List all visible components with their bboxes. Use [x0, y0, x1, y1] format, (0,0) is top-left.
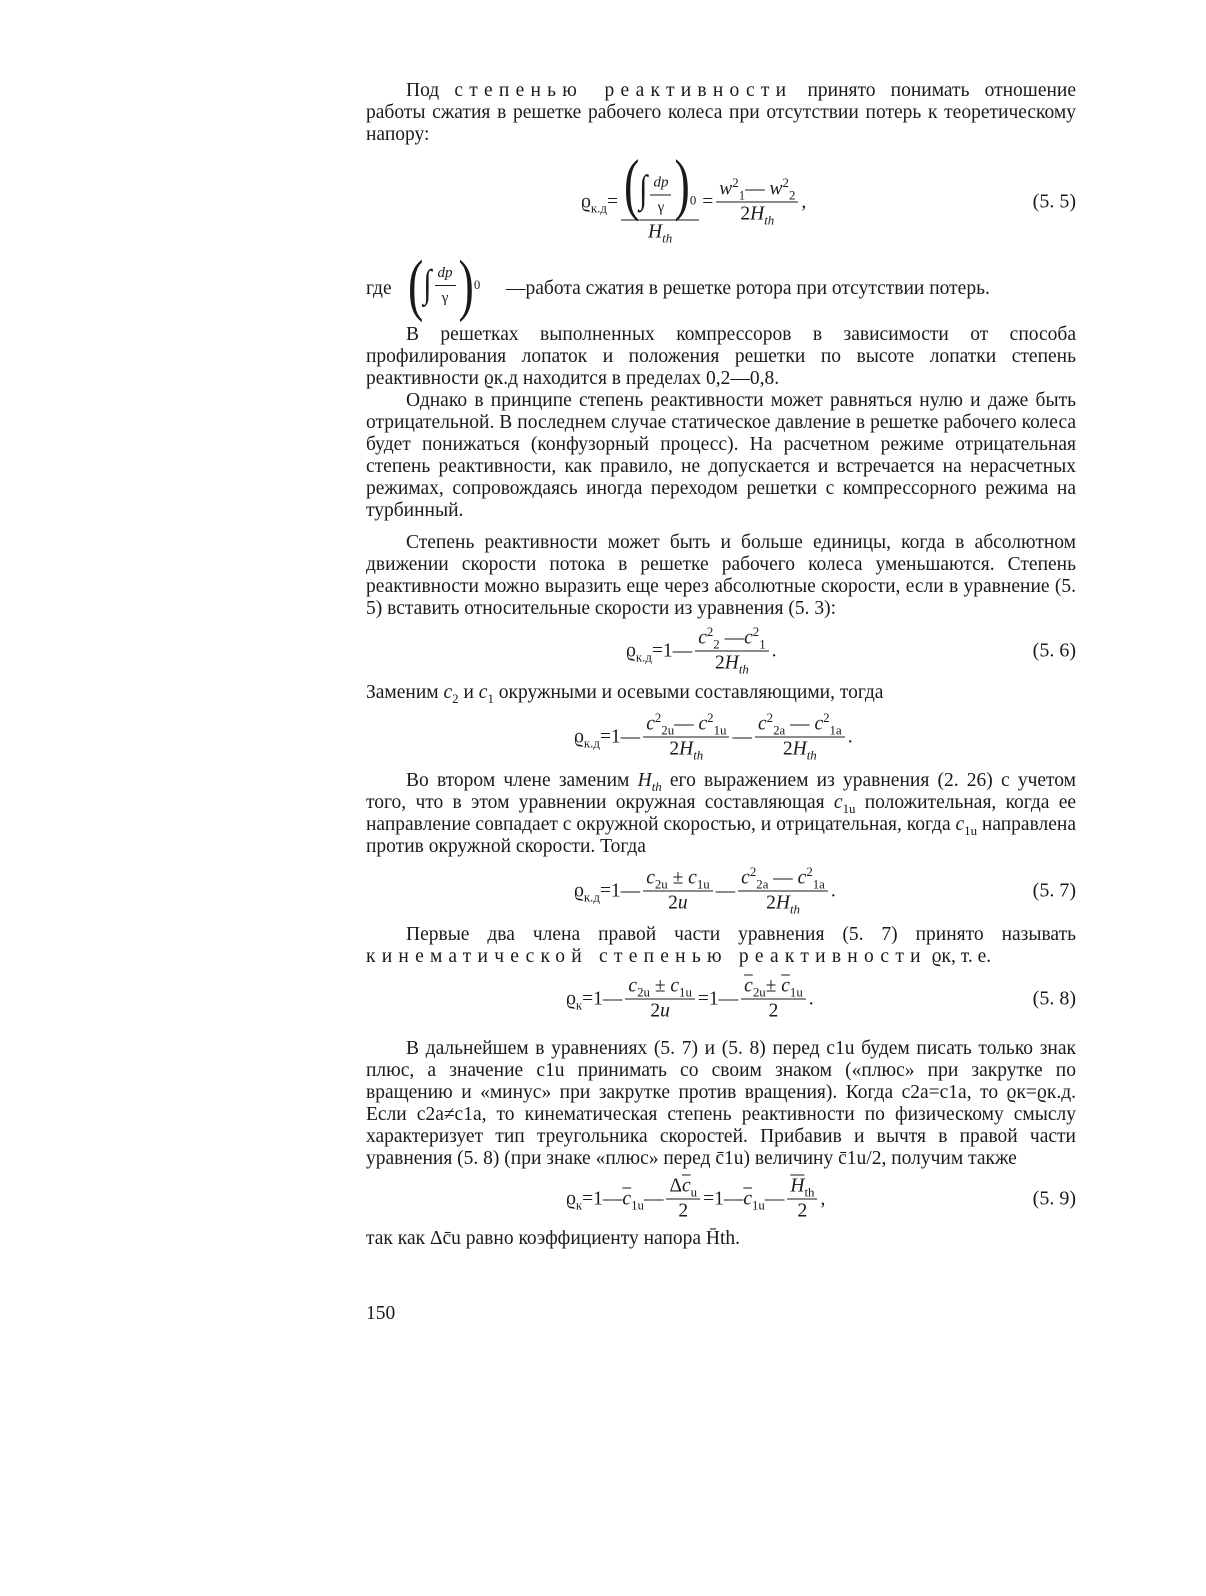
- equation-number: (5. 6): [1032, 639, 1076, 662]
- equation-5-6: $ϱ_{к.д}=1—$ $\frac{c^2_2 —c^2_1}{2H_{th}}$ . (5. 6): [626, 625, 1076, 677]
- paragraph-3: Однако в принципе степень реактивности может равняться нулю и даже быть отрицательной. В последнем случае статическое давление в решетке рабочего колеса будет понижаться (конфузорный процесс). На расчетном режиме отрицательная степень реактивности, как правило, не допускается и встречается на нерасчетных режимах, сопровождаясь иногда переходом решетки с компрессорного режима на турбинный.: [366, 390, 1076, 521]
- equation-number: (5. 7): [1032, 879, 1076, 902]
- equation-5-5: $ϱ_{к.д}=$ (∫ $\frac{dp}{\gamma}$ )$_0$ $H_{th}$ = $\frac{w^2_1— w^2_2}{2H_{th}}$ , (5. 5): [581, 145, 1076, 246]
- equation-5-8: $ϱ_к=1—$ $\frac{c_{2u} \pm c_{1u}}{2u}$ =1— $\frac{\overline{c}_{2u}\pm \overline{c}_{1u}}{2}$ . (5. 8): [566, 975, 1076, 1022]
- text-column: [366, 80, 1076, 1250]
- equation-number: (5. 9): [1032, 1187, 1076, 1210]
- paragraph-7: Первые два члена правой части уравнения (5. 7) принято называть кинематической степенью реактивности ϱк, т. е.: [366, 924, 1076, 967]
- spaced-term: кинематической степенью реактивности: [366, 946, 927, 967]
- paragraph-2: В решетках выполненных компрессоров в зависимости от способа профилирования лопаток и положения решетки по высоте лопатки степень реактивности ϱк.д находится в пределах 0,2—0,8.: [366, 324, 1076, 389]
- paragraph-4: Степень реактивности может быть и больше единицы, когда в абсолютном движении скорости потока в решетке рабочего колеса уменьшаются. Степень реактивности можно выразить еще через абсолютные скорости, если в уравнение (5. 5) вставить относительные скорости из уравнения (5. 3):: [366, 532, 1076, 619]
- paragraph-5: Заменим $c_2$ и $c_1$ окружными и осевыми составляющими, тогда: [366, 682, 884, 706]
- where-line: где ( ∫ $\frac{dp}{\gamma}$ ) 0 —работа сжатия в решетке ротора при отсутствии потерь.: [366, 246, 990, 323]
- equation-number: (5. 8): [1032, 987, 1076, 1010]
- page-number: 150: [366, 1303, 396, 1324]
- paragraph-1: Под степенью реактивности принято понимать отношение работы сжатия в решетке рабочего колеса при отсутствии потерь к теоретическому напору:: [366, 80, 1076, 145]
- equation-5-7: $ϱ_{к.д}=1—$ $\frac{c_{2u} \pm c_{1u}}{2u}$ — $\frac{c^2_{2a} — c^2_{1a}}{2H_{th}}$ . (5. 7): [574, 865, 1076, 917]
- equation-c-components: $ϱ_{к.д}=1—$ $\frac{c^2_{2u}— c^2_{1u}}{2H_{th}}$ — $\frac{c^2_{2a} — c^2_{1a}}{2H_{th}}$ .: [574, 711, 853, 763]
- equation-5-9: $ϱ_к=1—\overline{c}_{1u}—$ $\frac{\Delta\overline{c}_u}{2}$ $=1—\overline{c}_{1u}—$ $\frac{\overline{H}_{th}}{2}$ , (5. 9): [566, 1175, 1076, 1222]
- paragraph-9: так как Δc̄u равно коэффициенту напора H̄th.: [366, 1228, 741, 1249]
- spaced-term: степенью реактивности: [454, 80, 793, 101]
- paragraph-6: Во втором члене заменим $H_{th}$ его выражением из уравнения (2. 26) с учетом того, что в этом уравнении окружная составляющая $c_{1u}$ положительная, когда ее направление совпадает с окружной скоростью, и отрицательная, когда $c_{1u}$ направлена против окружной скорости. Тогда: [366, 770, 1077, 857]
- paragraph-8: В дальнейшем в уравнениях (5. 7) и (5. 8) перед c1u будем писать только знак плюс, а значение c1u принимать со своим знаком («плюс» при закрутке по вращению и «минус» при закрутке против вращения). Когда c2a=c1a, то ϱк=ϱк.д. Если c2a≠c1a, то кинематическая степень реактивности по физическому смыслу характеризует тип треугольника скоростей. Прибавив и вычтя в правой части уравнения (5. 8) (при знаке «плюс» перед c̄1u) величину c̄1u/2, получим также: [366, 1038, 1076, 1169]
- equation-number: (5. 5): [1032, 190, 1076, 213]
